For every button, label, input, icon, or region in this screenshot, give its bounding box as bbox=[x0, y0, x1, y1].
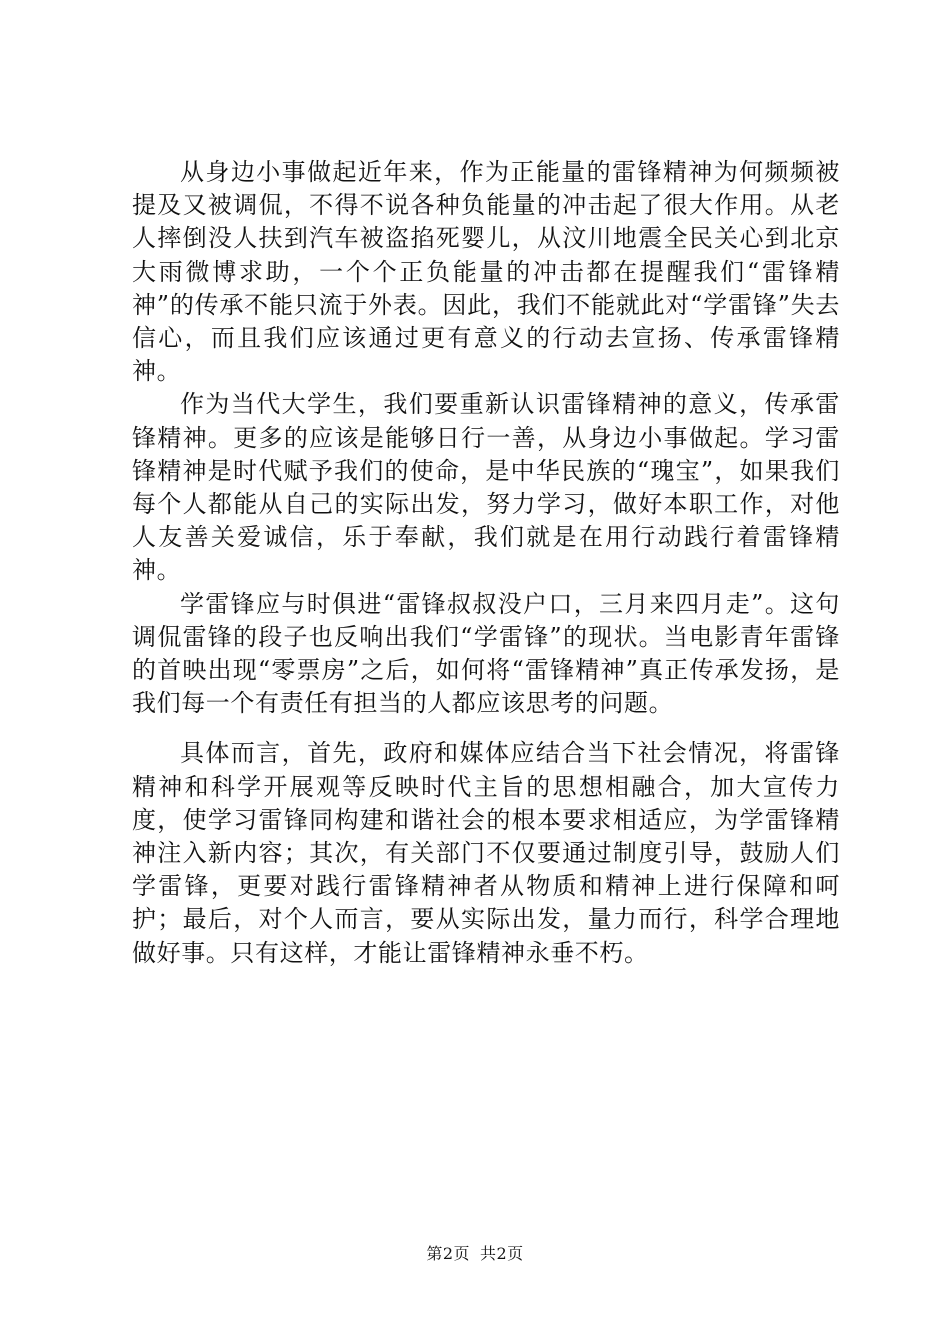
paragraph-1: 从身边小事做起近年来，作为正能量的雷锋精神为何频频被提及又被调侃，不得不说各种负能量的冲击起了很大作用。从老人摔倒没人扶到汽车被盗掐死婴儿，从汶川地震全民关心到北京大雨微博求助，一个个正负能量的冲击都在提醒我们“雷锋精神”的传承不能只流于外表。因此，我们不能就此对“学雷锋”失去信心，而且我们应该通过更有意义的行动去宣扬、传承雷锋精神。 bbox=[132, 158, 840, 386]
paragraph-4: 具体而言，首先，政府和媒体应结合当下社会情况，将雷锋精神和科学开展观等反映时代主旨的思想相融合，加大宣传力度，使学习雷锋同构建和谐社会的根本要求相适应，为学雷锋精神注入新内容；其次，有关部门不仅要通过制度引导，鼓励人们学雷锋，更要对践行雷锋精神者从物质和精神上进行保障和呵护；最后，对个人而言，要从实际出发，量力而行，科学合理地做好事。只有这样，才能让雷锋精神永垂不朽。 bbox=[132, 739, 840, 967]
paragraph-2: 作为当代大学生，我们要重新认识雷锋精神的意义，传承雷锋精神。更多的应该是能够日行一善，从身边小事做起。学习雷锋精神是时代赋予我们的使命，是中华民族的“瑰宝”，如果我们每个人都能从自己的实际出发，努力学习，做好本职工作，对他人友善关爱诚信，乐于奉献，我们就是在用行动践行着雷锋精神。 bbox=[132, 390, 840, 585]
document-body bbox=[132, 156, 840, 970]
page-total: 共2页 bbox=[480, 1244, 524, 1263]
page-footer bbox=[0, 1244, 950, 1264]
page-number: 第2页 bbox=[426, 1244, 470, 1263]
paragraph-3: 学雷锋应与时俱进“雷锋叔叔没户口，三月来四月走”。这句调侃雷锋的段子也反响出我们“学雷锋”的现状。当电影青年雷锋的首映出现“零票房”之后，如何将“雷锋精神”真正传承发扬，是我们每一个有责任有担当的人都应该思考的问题。 bbox=[132, 589, 840, 718]
